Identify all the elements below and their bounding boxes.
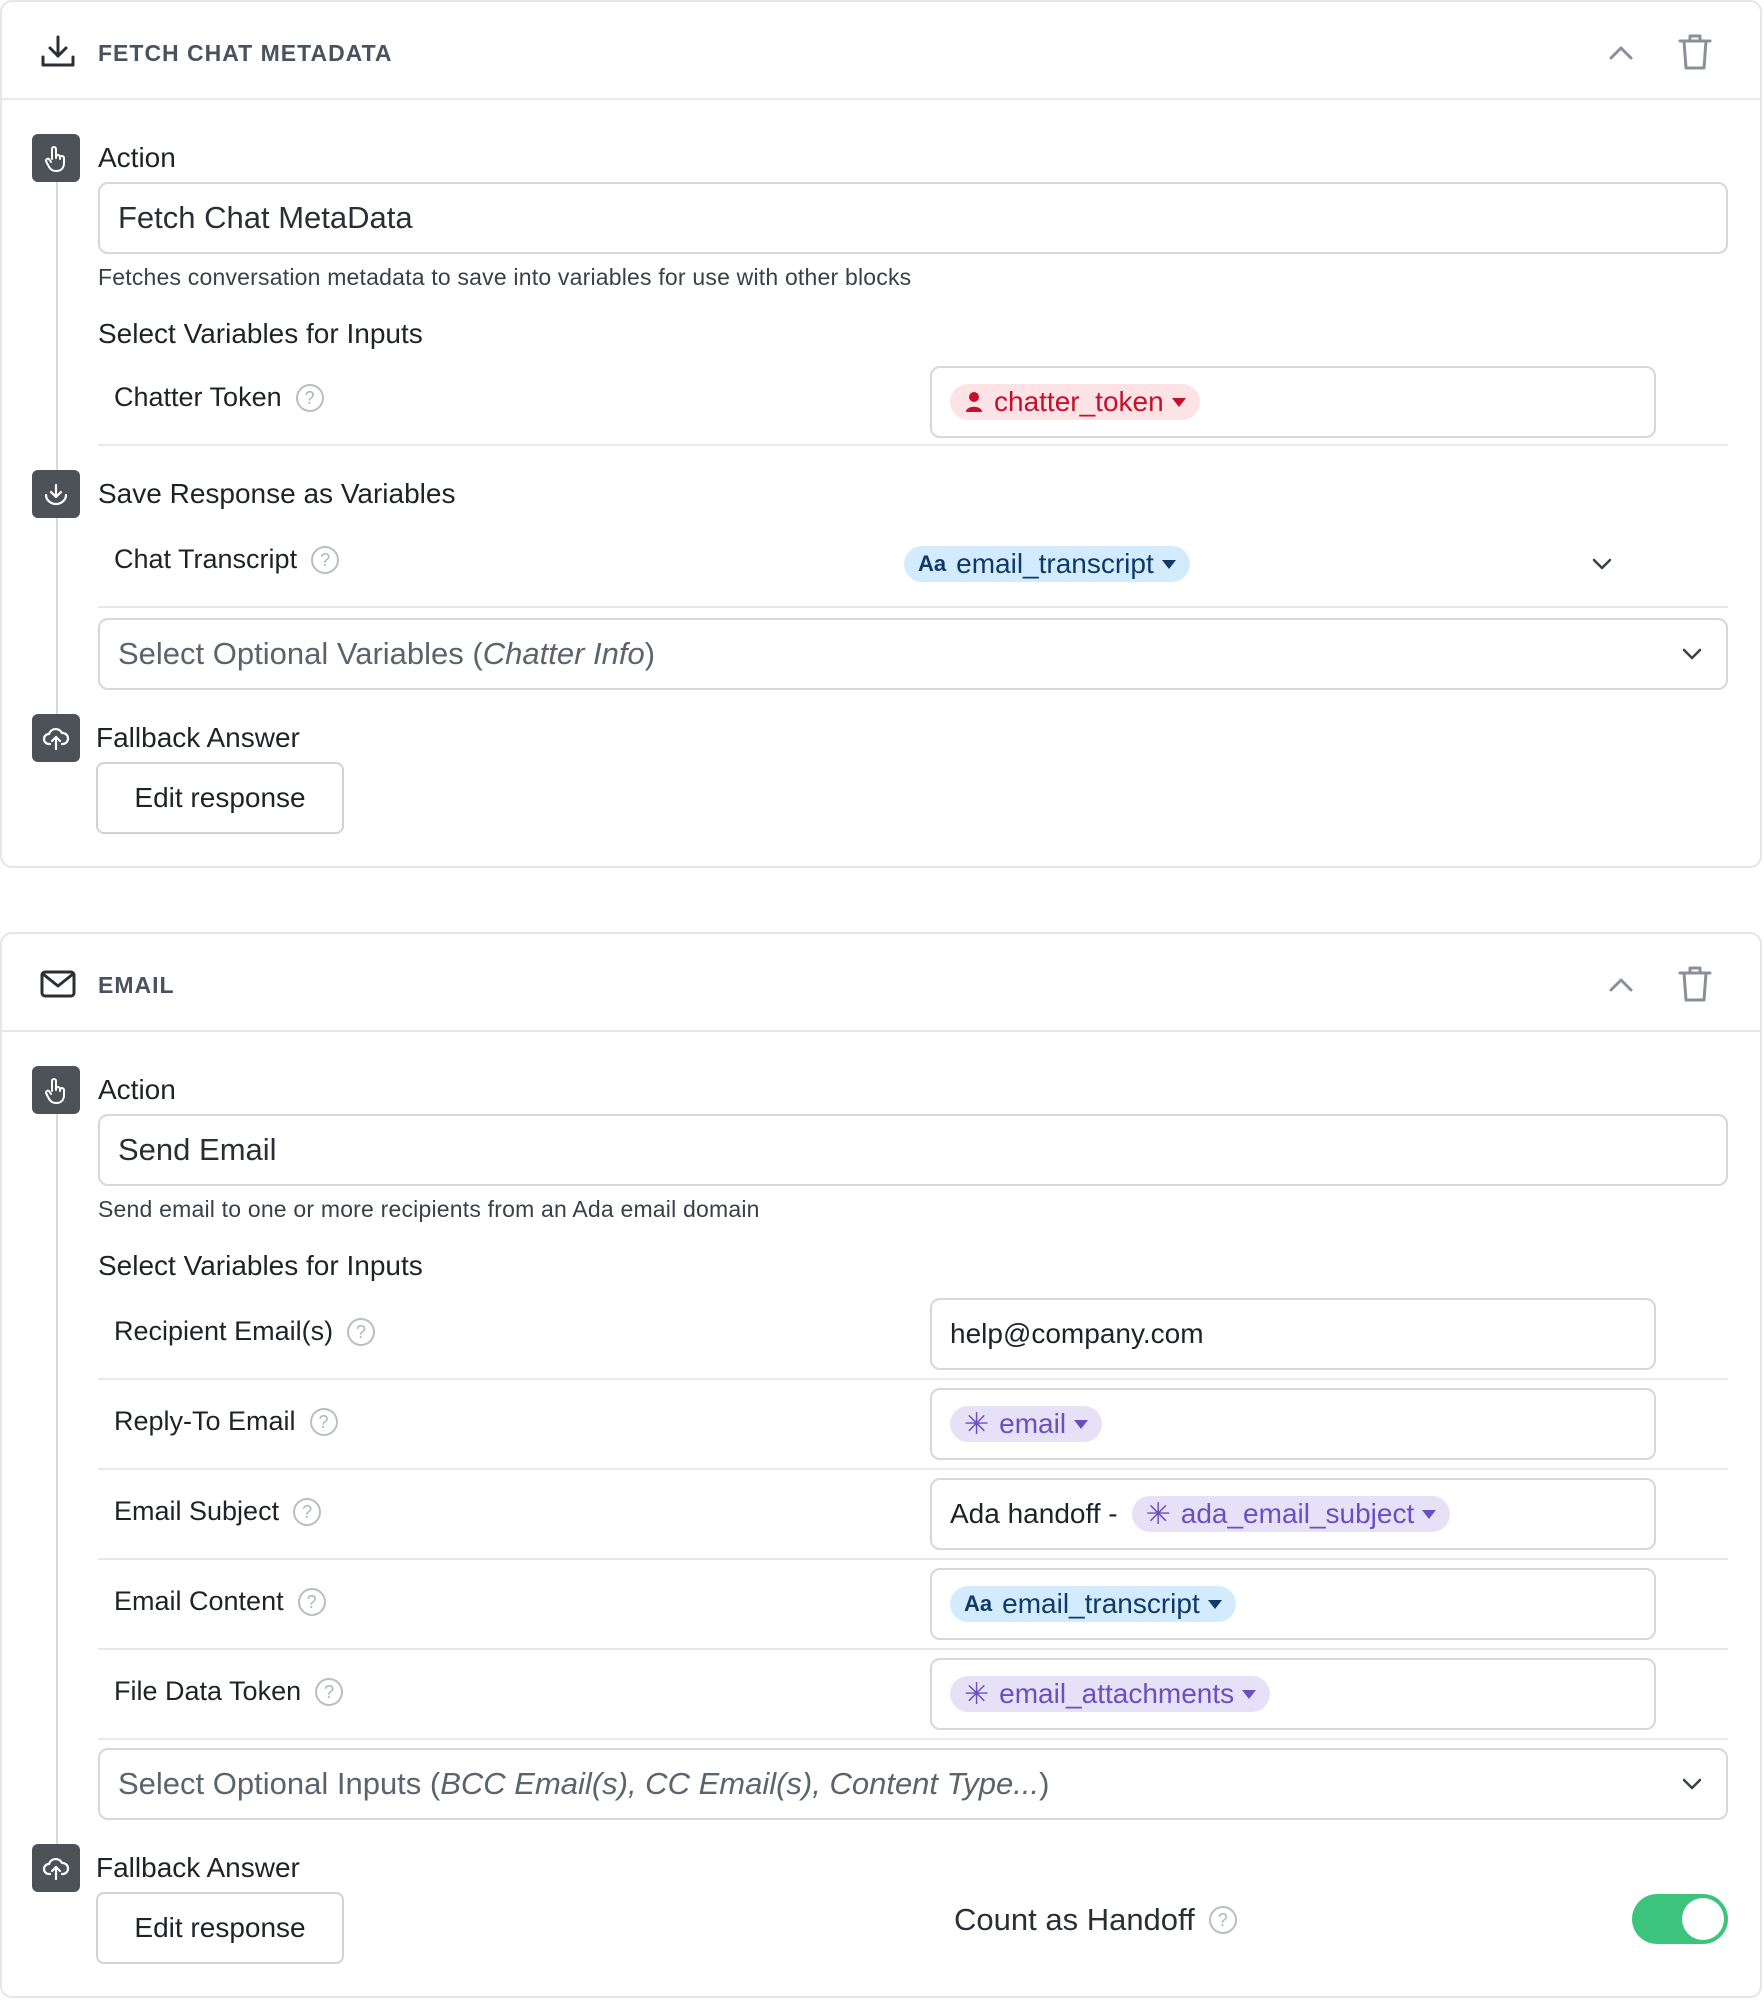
count-as-handoff-label [954,1902,1237,1938]
toggle-knob [1682,1898,1724,1940]
help-icon[interactable]: ? [347,1318,375,1346]
chevron-down-icon[interactable] [1678,640,1706,668]
action-select[interactable]: Fetch Chat MetaData [98,182,1728,254]
help-icon[interactable]: ? [293,1498,321,1526]
block-header [2,2,1760,100]
divider [98,1378,1728,1380]
label-text: Chatter Token [114,382,282,412]
block-title: EMAIL [98,972,175,998]
divider [98,1738,1728,1740]
flow-connector [56,1110,58,1846]
help-icon[interactable]: ? [298,1588,326,1616]
cloud-upload-icon [32,714,80,762]
help-icon[interactable]: ? [311,546,339,574]
label-text: Count as Handoff [954,1902,1195,1937]
caret-down-icon [1208,1600,1222,1609]
block-title: FETCH CHAT METADATA [98,40,393,66]
action-description: Send email to one or more recipients from an Ada email domain [98,1196,760,1222]
save-download-icon [32,470,80,518]
chip-label: ada_email_subject [1180,1498,1415,1529]
asterisk-variable-icon: ✳ [964,1677,990,1711]
email-content-field[interactable] [930,1568,1656,1640]
download-icon [38,32,78,72]
label-text: Email Content [114,1586,284,1616]
flow-connector [56,178,58,718]
text-type-icon: Aa [964,1591,993,1616]
divider [98,606,1728,608]
field-text-prefix: Ada handoff - [950,1498,1118,1529]
caret-down-icon [1162,560,1176,569]
output-label-chat-transcript [114,544,339,575]
label-text: Chat Transcript [114,544,298,574]
save-response-title: Save Response as Variables [98,478,456,509]
action-description: Fetches conversation metadata to save into variables for use with other blocks [98,264,912,290]
inputs-section-title: Select Variables for Inputs [98,1250,423,1281]
chatter-token-field[interactable] [930,366,1656,438]
placeholder-suffix: ) [644,636,656,671]
variable-chip[interactable] [950,1676,1270,1712]
optional-variables-select[interactable] [98,618,1728,690]
label-text: File Data Token [114,1676,302,1706]
chip-label: email [999,1408,1067,1439]
placeholder-prefix: Select Optional Variables ( [118,636,483,671]
collapse-chevron-icon[interactable] [1604,968,1638,1002]
action-section-title: Action [98,1074,176,1105]
text-type-icon: Aa [918,551,947,576]
email-block [0,932,1762,1998]
user-icon [964,391,984,413]
fallback-title: Fallback Answer [96,722,300,753]
label-text: Reply-To Email [114,1406,296,1436]
chip-label: email_transcript [956,548,1154,579]
help-icon[interactable]: ? [315,1678,343,1706]
fallback-title: Fallback Answer [96,1852,300,1883]
pointer-hand-icon [32,1066,80,1114]
inputs-section-title: Select Variables for Inputs [98,318,423,349]
help-icon[interactable]: ? [310,1408,338,1436]
help-icon[interactable]: ? [1209,1906,1237,1934]
chevron-down-icon[interactable] [1588,550,1616,578]
variable-chip[interactable] [904,546,1190,582]
placeholder-prefix: Select Optional Inputs ( [118,1766,441,1801]
chip-label: chatter_token [994,386,1164,417]
asterisk-variable-icon: ✳ [964,1407,990,1441]
chevron-down-icon[interactable] [1678,1770,1706,1798]
placeholder-italic: BCC Email(s), CC Email(s), Content Type... [440,1766,1040,1801]
trash-icon[interactable] [1676,964,1714,1004]
input-label-file-data-token [114,1676,343,1707]
asterisk-variable-icon: ✳ [1145,1497,1171,1531]
reply-to-email-field[interactable] [930,1388,1656,1460]
caret-down-icon [1074,1420,1088,1429]
field-value: help@company.com [950,1318,1204,1349]
caret-down-icon [1242,1690,1256,1699]
action-section-title: Action [98,142,176,173]
divider [98,1468,1728,1470]
input-label-recipient-emails [114,1316,375,1347]
block-header [2,934,1760,1032]
recipient-email-field[interactable] [930,1298,1656,1370]
label-text: Recipient Email(s) [114,1316,334,1346]
input-label-email-subject [114,1496,321,1527]
edit-response-button[interactable]: Edit response [96,1892,344,1964]
input-label-chatter-token [114,382,324,413]
caret-down-icon [1422,1510,1436,1519]
collapse-chevron-icon[interactable] [1604,36,1638,70]
placeholder-italic: Chatter Info [482,636,645,671]
variable-chip[interactable] [950,384,1200,420]
trash-icon[interactable] [1676,32,1714,72]
label-text: Email Subject [114,1496,280,1526]
input-label-reply-to-email [114,1406,338,1437]
divider [98,1558,1728,1560]
input-label-email-content [114,1586,326,1617]
chip-label: email_attachments [999,1678,1235,1709]
cloud-upload-icon [32,1844,80,1892]
variable-chip[interactable] [950,1406,1102,1442]
chat-transcript-field[interactable] [904,546,1190,582]
chip-label: email_transcript [1002,1588,1200,1619]
file-data-token-field[interactable] [930,1658,1656,1730]
help-icon[interactable]: ? [296,384,324,412]
pointer-hand-icon [32,134,80,182]
email-subject-field[interactable] [930,1478,1656,1550]
edit-response-button[interactable]: Edit response [96,762,344,834]
variable-chip[interactable] [1132,1496,1451,1532]
action-select[interactable]: Send Email [98,1114,1728,1186]
count-as-handoff-toggle[interactable] [1632,1894,1728,1944]
optional-inputs-select[interactable] [98,1748,1728,1820]
variable-chip[interactable] [950,1586,1236,1622]
mail-icon [38,964,78,1004]
divider [98,1648,1728,1650]
placeholder-suffix: ) [1039,1766,1050,1801]
caret-down-icon [1172,398,1186,407]
divider [98,444,1728,446]
